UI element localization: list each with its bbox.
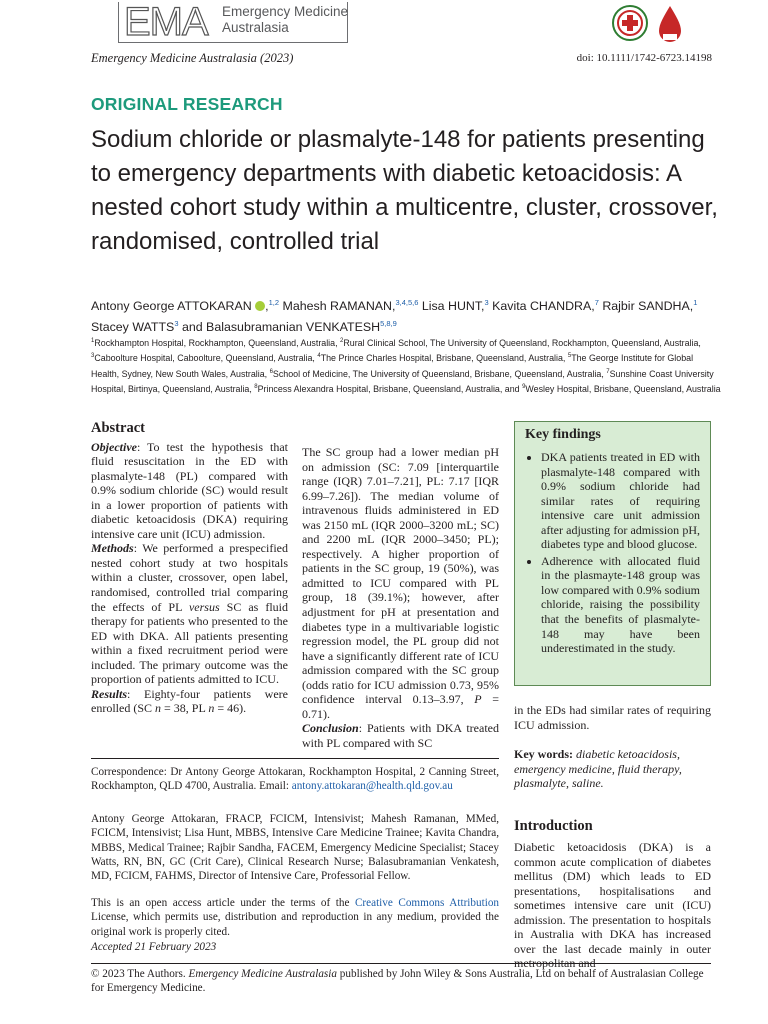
affiliation-number: 5 [567, 353, 572, 360]
affiliation-text: Wesley Hospital, Brisbane, Queensland, Australia [525, 384, 721, 395]
abstract-column-3 [514, 703, 711, 732]
author-name: Mahesh RAMANAN, [282, 299, 396, 314]
article-title: Sodium chloride or plasmalyte-148 for patients presenting to emergency departments with diabetic ketoacidosis: A nested cohort study within a multicentre, cluster, crossover, randomised, controlled trial [91, 126, 718, 255]
orcid-icon[interactable] [255, 301, 265, 311]
author-name: Kavita CHANDRA, [492, 299, 595, 314]
author-name: and Balasubramanian VENKATESH [181, 320, 381, 335]
blood-drop-icon [654, 4, 686, 44]
affiliation-text: Princess Alexandra Hospital, Brisbane, Queensland, Australia, and [257, 384, 523, 395]
acem-seal-icon [612, 5, 648, 41]
affiliation-text: Rural Clinical School, The University of Queensland, Rockhampton, Queensland, Australia, [343, 337, 701, 348]
accepted-date: Accepted 21 February 2023 [91, 941, 217, 953]
affiliation-text: Rockhampton Hospital, Rockhampton, Queensland, Australia, [94, 337, 341, 348]
affiliation-marker[interactable]: 7 [594, 298, 599, 307]
affiliation-text: Caboolture Hospital, Caboolture, Queensland, Australia, [94, 353, 318, 364]
author-name: Lisa HUNT, [421, 299, 485, 314]
affiliation-number: 9 [522, 384, 526, 391]
abstract-results: Results: Eighty-four patients were enrolled (SC n = 38, PL n = 46). [91, 686, 288, 716]
author-name: Rajbir SANDHA, [602, 299, 694, 314]
key-finding-item: • DKA patients treated in ED with plasmalyte-148 compared with 0.9% sodium chloride had similar rates of requiring intensive care unit admission after adjusting for admission pH, diabetes type and blood glucose. [541, 450, 700, 552]
keywords: Key words: diabetic ketoacidosis, emergency medicine, fluid therapy, plasmalyte, saline. [514, 747, 682, 791]
author-name: Antony George ATTOKARAN [91, 299, 252, 314]
abstract-objective: Objective: To test the hypothesis that fluid resuscitation in the ED with plasmalyte-148 (PL) compared with 0.9% sodium chloride (SC) would result in a lower proportion of patients with diabetic ketoacidosis (DKA) requiring intensive care unit (ICU) admission. [91, 439, 288, 541]
author-list: Antony George ATTOKARAN ,$^{1,2}$ Mahesh RAMANAN,$^{3,4,5,6}$ Lisa HUNT,$^3$ Kavita CHANDRA,$^7$ Rajbir SANDHA,$^1$ Stacey WATTS$^3$ and Balasubramanian VENKATESH$^{5,8,9}$ [91, 298, 698, 335]
copyright-divider [91, 963, 711, 964]
abstract-methods: Methods: We performed a prespecified nested cohort study at two hospitals within a cluster, crossover, open label, randomised, controlled trial comparing the effects of PL versus SC as fluid therapy for patients who presented to the ED with DKA. All patients presenting within a fixed recruitment period were included. The primary outcome was the proportion of patients admitted to ICU. [91, 541, 288, 687]
affiliation-number: 6 [269, 368, 273, 375]
key-finding-item: • Adherence with allocated fluid in the plasmayte-148 group was low compared with 0.9% sodium chloride, raising the possibility that the benefits of plasmalyte-148 may have been underestimated in the study. [541, 554, 700, 656]
affiliation-marker[interactable]: 1 [693, 298, 698, 307]
affiliation-marker[interactable]: 3,4,5,6 [395, 298, 419, 307]
abstract-conclusion: Conclusion: Patients with DKA treated with PL compared with SC [302, 721, 499, 750]
affiliation-marker[interactable]: 5,8,9 [380, 319, 397, 329]
affiliation-number: 7 [606, 368, 610, 375]
affiliation-number: 3 [91, 353, 95, 360]
journal-logo-name: Emergency Medicine Australasia [222, 4, 349, 35]
affiliation-number: 8 [254, 384, 258, 391]
affiliation-marker[interactable]: 1,2 [268, 298, 280, 307]
copyright: © 2023 The Authors. Emergency Medicine Australasia published by John Wiley & Sons Australia, Ltd on behalf of Australasian College for Emergency Medicine. [91, 968, 704, 995]
affiliation-text: Sunshine Coast University Hospital, Birtinya, Queensland, Australia, [91, 368, 714, 395]
affiliation-text: School of Medicine, The University of Queensland, Brisbane, Queensland, Australia, [272, 368, 607, 379]
affiliations [91, 335, 721, 397]
license-statement: This is an open access article under the terms of the Creative Commons Attribution License, which permits use, distribution and reproduction in any medium, provided the original work is properly cited. [91, 897, 500, 938]
section-label: ORIGINAL RESEARCH [91, 94, 283, 114]
affiliation-number: 4 [317, 353, 321, 360]
doi-link[interactable]: doi: 10.1111/1742-6723.14198 [576, 52, 712, 64]
affiliation-number: 2 [340, 338, 344, 344]
affiliation-marker[interactable]: 3 [174, 319, 179, 329]
creative-commons-link[interactable]: Creative Commons Attribution [354, 897, 500, 909]
introduction-text: Diabetic ketoacidosis (DKA) is a common acute complication of diabetes mellitus (DM) which leads to ED presentations, hospitalisations and sometimes intensive care unit (ICU) admission. The presentation to hospitals in Australia with DKA has increased over the last decade mainly in outer metropolitan and [514, 840, 711, 971]
journal-citation: Emergency Medicine Australasia (2023) [91, 51, 294, 65]
affiliation-text: The George Institute for Global Health, Sydney, New South Wales, Australia, [91, 353, 694, 379]
author-name: Stacey WATTS [91, 320, 175, 335]
footnote-divider [91, 758, 499, 759]
abstract-column-1 [91, 421, 288, 716]
author-credentials: Antony George Attokaran, FRACP, FCICM, Intensivist; Mahesh Ramanan, MMed, FCICM, Intensivist; Lisa Hunt, MBBS, Intensive Care Medicine Trainee; Kavita Chandra, MBBS, Medical Trainee; Rajbir Sandha, FACEM, Emergency Medicine Specialist; Stacey Watts, RN, BN, GC (Crit Care), Clinical Research Nurse; Balasubramanian Venkatesh, MD, FCICM, FAHMS, Director of Intensive Care, Professorial Fellow. [91, 813, 499, 883]
key-findings-list [515, 450, 710, 658]
abstract-results-continued: The SC group had a lower median pH on admission (SC: 7.09 [interquartile range (IQR) 7.01–7.21], PL: 7.17 [IQR 6.99–7.26]). The median volume of intravenous fluids administered in ED was 2150 mL (IQR 2000–3200 mL; SC) and 2200 mL (IQR 2000–3450; PL); respectively. A higher proportion of patients in the SC group, 19 (50%), was admitted to ICU compared with PL group, 18 (39.1%); however, after adjustment for pH at presentation and diabetes type in a multivariable logistic regression model, the PL group did not have a significantly different rate of ICU admission compared with the SC group (odds ratio for ICU admission 0.73, 95% confidence interval 0.13–3.97, P = 0.71). [302, 445, 499, 721]
journal-logo-text: EMA [124, 0, 208, 44]
email-link[interactable]: antony.attokaran@health.qld.gov.au [291, 780, 453, 793]
key-findings-box [514, 421, 711, 686]
abstract-heading: Abstract [91, 420, 145, 436]
abstract-conclusion-continued: in the EDs had similar rates of requiring ICU admission. [514, 703, 711, 732]
key-findings-title: Key findings [525, 427, 601, 442]
correspondence: Correspondence: Dr Antony George Attokaran, Rockhampton Hospital, 2 Canning Street, Rockhampton, QLD 4700, Australia. Email: antony.attokaran@health.qld.gov.au [91, 766, 499, 793]
affiliation-marker[interactable]: 3 [484, 298, 489, 307]
affiliation-text: The Prince Charles Hospital, Brisbane, Queensland, Australia, [320, 353, 568, 364]
abstract-column-2 [302, 445, 499, 750]
introduction-heading: Introduction [514, 818, 593, 834]
affiliation-number: 1 [91, 338, 95, 344]
